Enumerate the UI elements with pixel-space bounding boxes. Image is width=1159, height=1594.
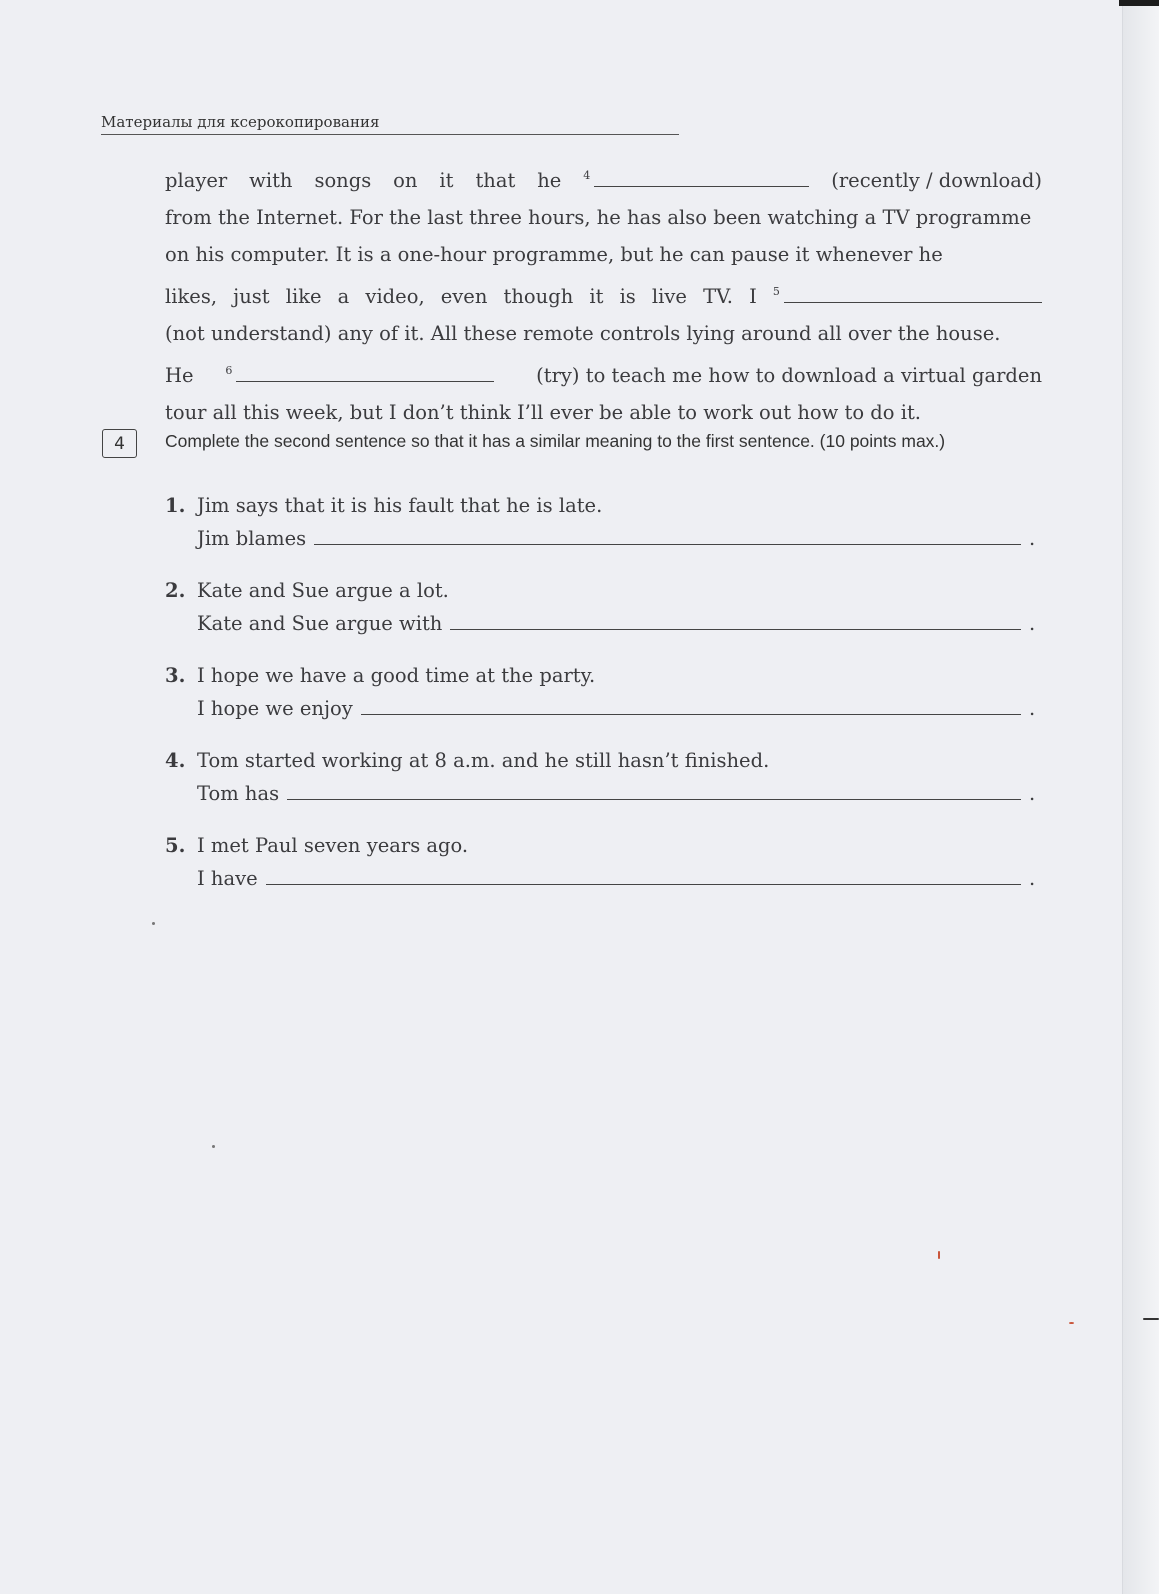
- item-end: .: [1029, 612, 1036, 635]
- para-line-5: (not understand) any of it. All these remote controls lying around all over the house.: [165, 322, 1001, 345]
- word: he: [537, 169, 562, 192]
- item-prompt: I hope we enjoy: [197, 697, 353, 720]
- word: just: [233, 285, 270, 308]
- gap-6[interactable]: [225, 352, 494, 394]
- word: is: [619, 285, 636, 308]
- para-line-6: [165, 352, 1042, 394]
- para-line-7: tour all this week, but I don’t think I’ll ever be able to work out how to do it.: [165, 401, 921, 424]
- item-sentence: Kate and Sue argue a lot.: [197, 579, 449, 602]
- item-end: .: [1029, 782, 1036, 805]
- item-end: .: [1029, 867, 1036, 890]
- para-line-3: on his computer. It is a one-hour programme, but he can pause it whenever he: [165, 243, 943, 266]
- gap-5[interactable]: [773, 273, 1042, 315]
- scan-speck: [212, 1145, 215, 1148]
- list-item: [165, 579, 1043, 635]
- word: player: [165, 169, 228, 192]
- item-sentence: Tom started working at 8 a.m. and he still hasn’t finished.: [197, 749, 770, 772]
- exercise-paragraph: [165, 157, 1042, 431]
- answer-line[interactable]: [314, 530, 1021, 545]
- gap-4[interactable]: [583, 157, 809, 199]
- task-instruction: Complete the second sentence so that it has a similar meaning to the first sentence. (10 points max.): [165, 431, 946, 451]
- list-item: [165, 494, 1043, 550]
- word: with: [249, 169, 293, 192]
- word: live: [651, 285, 687, 308]
- item-number: 2.: [165, 579, 186, 602]
- item-sentence: I hope we have a good time at the party.: [197, 664, 596, 687]
- gap-hint: (try) to teach me how to download a virtual garden: [536, 364, 1042, 387]
- word: I: [749, 285, 757, 308]
- scan-speck: [152, 922, 155, 925]
- scan-speck: [938, 1251, 940, 1259]
- item-number: 1.: [165, 494, 186, 517]
- answer-line[interactable]: [266, 870, 1021, 885]
- word: He: [165, 364, 194, 387]
- item-end: .: [1029, 527, 1036, 550]
- page-header: Материалы для ксерокопирования: [101, 113, 679, 135]
- list-item: [165, 749, 1043, 805]
- scan-edge-right: [1122, 6, 1159, 1594]
- item-prompt: Jim blames: [197, 527, 307, 550]
- para-line-1: [165, 157, 1042, 199]
- para-line-4: [165, 273, 1042, 315]
- word: TV.: [703, 285, 733, 308]
- gap-number: 6: [225, 364, 233, 377]
- word: that: [475, 169, 516, 192]
- item-number: 4.: [165, 749, 186, 772]
- word: on: [393, 169, 418, 192]
- word: likes,: [165, 285, 218, 308]
- item-prompt: I have: [197, 867, 258, 890]
- word: though: [503, 285, 574, 308]
- item-number: 3.: [165, 664, 186, 687]
- answer-line[interactable]: [450, 615, 1021, 630]
- word: it: [589, 285, 604, 308]
- para-line-2: from the Internet. For the last three hours, he has also been watching a TV programme: [165, 206, 1032, 229]
- answer-line[interactable]: [361, 700, 1021, 715]
- item-prompt: Tom has: [197, 782, 280, 805]
- list-item: [165, 664, 1043, 720]
- list-item: [165, 834, 1043, 890]
- item-sentence: I met Paul seven years ago.: [197, 834, 469, 857]
- gap-number: 5: [772, 285, 780, 298]
- item-end: .: [1029, 697, 1036, 720]
- scan-speck: [1069, 1322, 1074, 1324]
- word: like: [285, 285, 322, 308]
- answer-line[interactable]: [287, 785, 1021, 800]
- word: video,: [365, 285, 425, 308]
- gap-number: 4: [583, 169, 591, 182]
- task-number-box: 4: [102, 429, 137, 458]
- item-prompt: Kate and Sue argue with: [197, 612, 443, 635]
- word: it: [439, 169, 454, 192]
- item-sentence: Jim says that it is his fault that he is late.: [197, 494, 603, 517]
- word: songs: [314, 169, 372, 192]
- gap-hint: (recently / download): [831, 169, 1042, 192]
- scan-speck: [1143, 1318, 1159, 1320]
- item-number: 5.: [165, 834, 186, 857]
- word: a: [337, 285, 350, 308]
- word: even: [440, 285, 488, 308]
